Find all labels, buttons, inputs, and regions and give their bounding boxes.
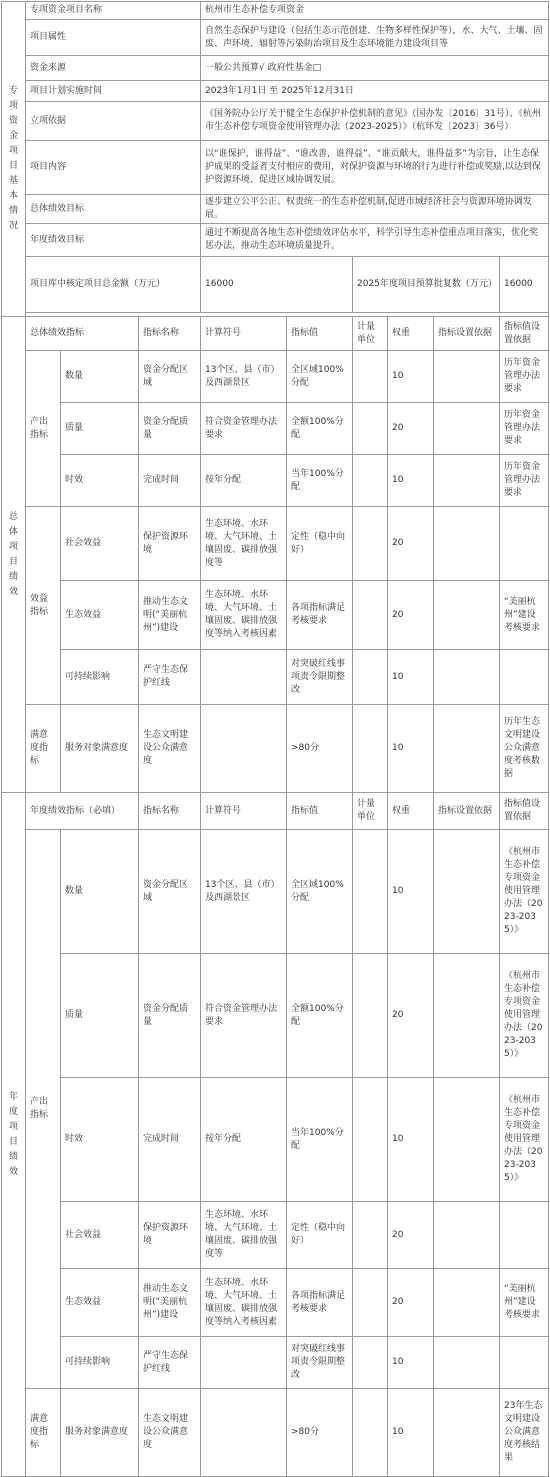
value-basis: 历年资金管理办法要求 <box>500 351 549 403</box>
header-cell: 指标设置依据 <box>434 317 500 351</box>
indicator-name: 资金分配质量 <box>139 403 201 455</box>
indicator-basis <box>434 403 500 455</box>
basic-label: 项目内容 <box>26 141 201 195</box>
performance-table <box>1 1 549 1477</box>
header-cell: 计算符号 <box>201 317 287 351</box>
basic-value: 以“谁保护，谁得益”、“谁改善，谁得益”、“谁贡献大，谁得益多”为宗旨，让生态保护成果的受益者支付相应的费用，对保护资源与环境的行为进行补偿或奖励,以达到保护资源环境、促进区域协调发展。 <box>201 141 549 195</box>
indicator-value: 全额100%分配 <box>287 954 353 1078</box>
header-cell: 指标值 <box>287 793 353 830</box>
unit <box>353 954 388 1078</box>
indicator-basis <box>434 1202 500 1269</box>
header-cell: 指标值设置依据 <box>500 793 549 830</box>
calc-symbol: 生态环境、水环境、大气环境、土壤固废、碳排放强度等 <box>201 507 287 581</box>
subcategory: 时效 <box>61 1078 139 1202</box>
basic-value: 一般公共预算√ 政府性基金□ <box>201 56 549 81</box>
basic-section-title: 专项资金项目基本情况 <box>2 2 26 317</box>
indicator-value: 定性（稳中向好） <box>287 507 353 581</box>
calc-symbol: 13个区、县（市）及西湖景区 <box>201 830 287 954</box>
indicator-value: >80分 <box>287 1389 353 1477</box>
indicator-name: 生态文明建设公众满意度 <box>139 1389 201 1477</box>
header-cell: 指标值 <box>287 317 353 351</box>
weight: 20 <box>388 581 434 650</box>
indicator-basis <box>434 1078 500 1202</box>
unit <box>353 1337 388 1389</box>
basic-label: 项目属性 <box>26 20 201 56</box>
basic-label: 专项资金项目名称 <box>26 2 201 20</box>
unit <box>353 1269 388 1337</box>
indicator-basis <box>434 650 500 705</box>
unit <box>353 581 388 650</box>
value-basis <box>500 1337 549 1389</box>
basic-value: 2023年1月1日 至 2025年12月31日 <box>201 81 549 102</box>
value-basis: 历年生态文明建设公众满意度考核数据 <box>500 705 549 793</box>
calc-symbol: 符合资金管理办法要求 <box>201 954 287 1078</box>
header-cell: 权重 <box>388 793 434 830</box>
basic-value: 逐步建立公平公正、权责统一的生态补偿机制,促进市域经济社会与资源环境协调发展。 <box>201 195 549 224</box>
value-basis: 《杭州市生态补偿专项资金使用管理办法（2023-2035）》 <box>500 1078 549 1202</box>
basic-label: 总体绩效目标 <box>26 195 201 224</box>
unit <box>353 351 388 403</box>
weight: 20 <box>388 507 434 581</box>
indicator-value: 全区域100%分配 <box>287 351 353 403</box>
subcategory: 服务对象满意度 <box>61 705 139 793</box>
basic-label: 资金来源 <box>26 56 201 81</box>
indicator-basis <box>434 455 500 507</box>
weight: 10 <box>388 1337 434 1389</box>
header-cell: 计量单位 <box>353 317 388 351</box>
calc-symbol: 按年分配 <box>201 455 287 507</box>
weight: 10 <box>388 1389 434 1477</box>
calc-symbol: 生态环境、水环境、大气环境、土壤固废、碳排放强度等纳入考核因素 <box>201 581 287 650</box>
subcategory: 生态效益 <box>61 581 139 650</box>
calc-symbol: 符合资金管理办法要求 <box>201 403 287 455</box>
indicator-value: 对突破红线事项责令限期整改 <box>287 1337 353 1389</box>
indicator-basis <box>434 705 500 793</box>
indicator-basis <box>434 351 500 403</box>
basic-label: 年度绩效目标 <box>26 224 201 257</box>
value-basis: “美丽杭州”建设考核要求 <box>500 1269 549 1337</box>
basic-label: 立项依据 <box>26 102 201 141</box>
indicator-basis <box>434 581 500 650</box>
unit <box>353 705 388 793</box>
value-basis: 23年生态文明建设公众满意度考核结果 <box>500 1389 549 1477</box>
indicator-name: 推动生态文明(“美丽杭州”)建设 <box>139 581 201 650</box>
indicator-name: 资金分配质量 <box>139 954 201 1078</box>
weight: 10 <box>388 351 434 403</box>
indicator-basis <box>434 1389 500 1477</box>
category-label: 满意度指标 <box>26 705 61 793</box>
subcategory: 数量 <box>61 830 139 954</box>
subcategory: 可持续影响 <box>61 1337 139 1389</box>
basic-value: 杭州市生态补偿专项资金 <box>201 2 549 20</box>
header-cell: 指标名称 <box>139 317 201 351</box>
overall-section-title: 总体项目绩效 <box>2 317 26 793</box>
indicator-name: 严守生态保护红线 <box>139 1337 201 1389</box>
subcategory: 服务对象满意度 <box>61 1389 139 1477</box>
weight: 20 <box>388 1269 434 1337</box>
budget-label: 2025年度项目预算批复数（万元） <box>353 257 500 313</box>
indicator-value: 全额100%分配 <box>287 403 353 455</box>
indicator-name: 保护资源环境 <box>139 507 201 581</box>
basic-value: 自然生态保护与建设（包括生态示范创建、生物多样性保护等），水、大气、土壤、固废、声环境、辐射等污染防治项目及生态环境能力建设项目等 <box>201 20 549 56</box>
calc-symbol: 生态环境、水环境、大气环境、土壤固废、碳排放强度等 <box>201 1202 287 1269</box>
indicator-name: 保护资源环境 <box>139 1202 201 1269</box>
subcategory: 质量 <box>61 954 139 1078</box>
unit <box>353 1389 388 1477</box>
calc-symbol <box>201 650 287 705</box>
header-cell: 年度绩效指标（必填） <box>26 793 139 830</box>
weight: 20 <box>388 954 434 1078</box>
calc-symbol: 13个区、县（市）及西湖景区 <box>201 351 287 403</box>
weight: 20 <box>388 1202 434 1269</box>
indicator-name: 严守生态保护红线 <box>139 650 201 705</box>
subcategory: 质量 <box>61 403 139 455</box>
basic-label: 项目计划实施时间 <box>26 81 201 102</box>
value-basis: 《杭州市生态补偿专项资金使用管理办法（2023-2035）》 <box>500 954 549 1078</box>
amount-value: 16000 <box>201 257 353 313</box>
indicator-value: >80分 <box>287 705 353 793</box>
indicator-value: 全区域100%分配 <box>287 830 353 954</box>
indicator-basis <box>434 507 500 581</box>
indicator-basis <box>434 1337 500 1389</box>
calc-symbol <box>201 1389 287 1477</box>
indicator-basis <box>434 954 500 1078</box>
subcategory: 社会效益 <box>61 1202 139 1269</box>
indicator-name: 推动生态文明(“美丽杭州”)建设 <box>139 1269 201 1337</box>
indicator-value: 对突破红线事项责令限期整改 <box>287 650 353 705</box>
category-label: 产出指标 <box>26 351 61 507</box>
unit <box>353 455 388 507</box>
indicator-name: 资金分配区域 <box>139 351 201 403</box>
header-cell: 权重 <box>388 317 434 351</box>
indicator-value: 当年100%分配 <box>287 455 353 507</box>
weight: 10 <box>388 650 434 705</box>
subcategory: 可持续影响 <box>61 650 139 705</box>
unit <box>353 403 388 455</box>
indicator-basis <box>434 830 500 954</box>
subcategory: 生态效益 <box>61 1269 139 1337</box>
header-cell: 计量单位 <box>353 793 388 830</box>
budget-value: 16000 <box>500 257 549 313</box>
indicator-name: 资金分配区域 <box>139 830 201 954</box>
value-basis: 历年资金管理办法要求 <box>500 455 549 507</box>
value-basis <box>500 507 549 581</box>
indicator-name: 完成时间 <box>139 455 201 507</box>
weight: 10 <box>388 830 434 954</box>
calc-symbol <box>201 705 287 793</box>
indicator-value: 定性（稳中向好） <box>287 1202 353 1269</box>
value-basis: 《杭州市生态补偿专项资金使用管理办法（2023-2035）》 <box>500 830 549 954</box>
weight: 10 <box>388 705 434 793</box>
weight: 20 <box>388 403 434 455</box>
unit <box>353 650 388 705</box>
header-cell: 指标设置依据 <box>434 793 500 830</box>
amount-label: 项目库中核定项目总金额（万元） <box>26 257 201 313</box>
indicator-value: 当年100%分配 <box>287 1078 353 1202</box>
unit <box>353 1202 388 1269</box>
value-basis <box>500 650 549 705</box>
indicator-name: 生态文明建设公众满意度 <box>139 705 201 793</box>
annual-section-title: 年度项目绩效 <box>2 793 26 1477</box>
header-cell: 总体绩效指标 <box>26 317 139 351</box>
indicator-basis <box>434 1269 500 1337</box>
value-basis: “美丽杭州”建设考核要求 <box>500 581 549 650</box>
category-label: 产出指标 <box>26 830 61 1389</box>
indicator-value: 各项指标满足考核要求 <box>287 1269 353 1337</box>
value-basis <box>500 1202 549 1269</box>
calc-symbol <box>201 1337 287 1389</box>
calc-symbol: 按年分配 <box>201 1078 287 1202</box>
calc-symbol: 生态环境、水环境、大气环境、土壤固废、碳排放强度等纳入考核因素 <box>201 1269 287 1337</box>
indicator-value: 各项指标满足考核要求 <box>287 581 353 650</box>
indicator-name: 完成时间 <box>139 1078 201 1202</box>
unit <box>353 507 388 581</box>
subcategory: 社会效益 <box>61 507 139 581</box>
subcategory: 时效 <box>61 455 139 507</box>
subcategory: 数量 <box>61 351 139 403</box>
header-cell: 指标名称 <box>139 793 201 830</box>
basic-value: 通过不断提高各地生态补偿绩效评估水平，科学引导生态补偿重点项目落实，优化奖惩办法，推动生态环境质量提升。 <box>201 224 549 257</box>
header-cell: 计算符号 <box>201 793 287 830</box>
unit <box>353 1078 388 1202</box>
category-label: 满意度指标 <box>26 1389 61 1477</box>
category-label: 效益指标 <box>26 507 61 705</box>
weight: 10 <box>388 1078 434 1202</box>
basic-value: 《国务院办公厅关于健全生态保护补偿机制的意见》（国办发〔2016〕31号）、《杭州市生态补偿专项资金使用管理办法（2023-2025）》（杭环发〔2023〕36号） <box>201 102 549 141</box>
weight: 10 <box>388 455 434 507</box>
value-basis: 历年资金管理办法要求 <box>500 403 549 455</box>
header-cell: 指标值设置依据 <box>500 317 549 351</box>
unit <box>353 830 388 954</box>
